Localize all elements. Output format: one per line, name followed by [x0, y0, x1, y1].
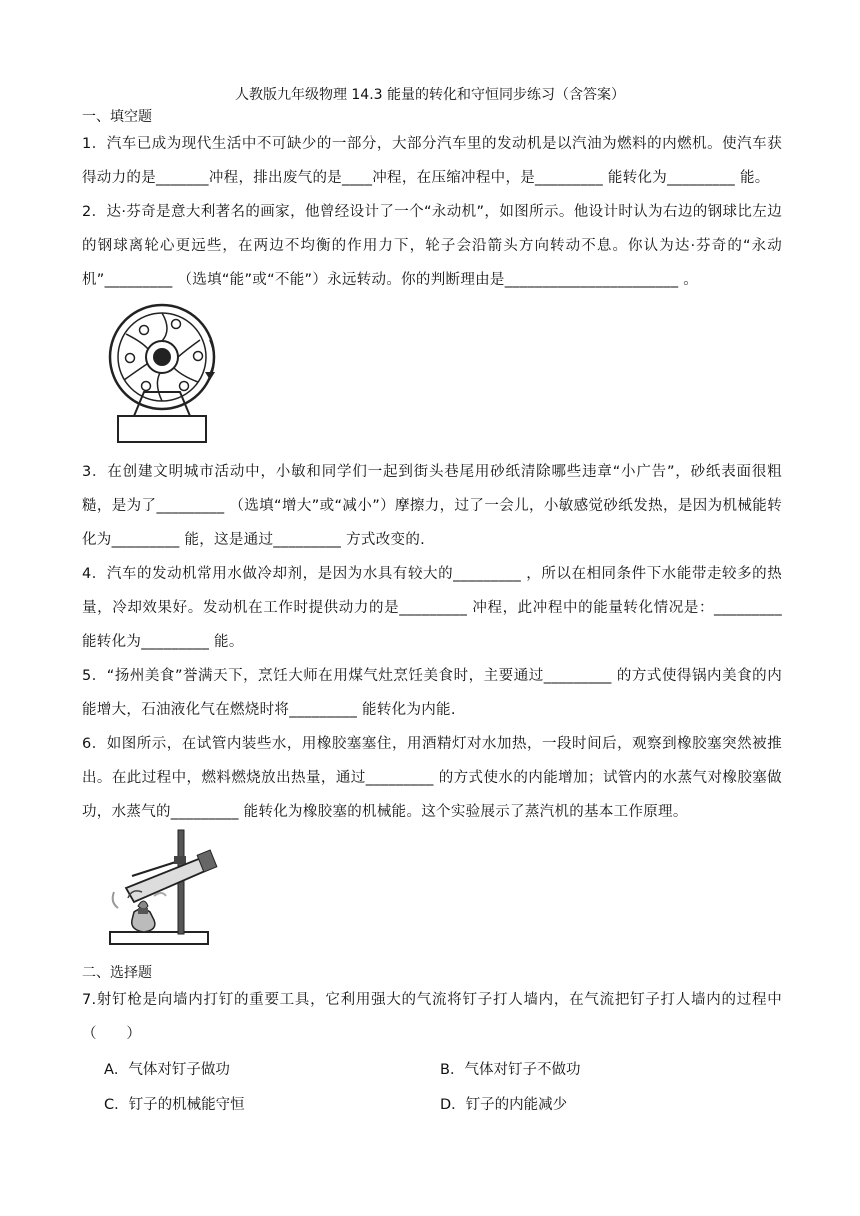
question-1: 1．汽车已成为现代生活中不可缺少的一部分，大部分汽车里的发动机是以汽油为燃料的内燃机。使汽车获得动力的是_______冲程，排出废气的是____冲程，在压缩冲程中，是_________ 能转化为_________ 能。 [82, 136, 782, 186]
question-7: 7.射钉枪是向墙内打钉的重要工具，它利用强大的气流将钉子打人墙内，在气流把钉子打人墙内的过程中（ ） [82, 992, 782, 1042]
choice-a[interactable]: A．气体对钉子做功 [104, 1062, 230, 1078]
question-6: 6．如图所示，在试管内装些水，用橡胶塞塞住，用酒精灯对水加热，一段时间后，观察到橡胶塞突然被推出。在此过程中，燃料燃烧放出热量，通过_________ 的方式使水的内能增加；试管内的水蒸气对橡胶塞做功，水蒸气的_________ 能转化为橡胶塞的机械能。这个实验展示了蒸汽机的基本工作原理。 [82, 736, 782, 820]
choice-b[interactable]: B．气体对钉子不做功 [440, 1062, 581, 1078]
test-tube-heating-figure [104, 826, 220, 954]
question-2: 2．达·芬奇是意大利著名的画家，他曾经设计了一个“永动机”，如图所示。他设计时认为右边的钢球比左边的钢球离轮心更远些，在两边不均衡的作用力下，轮子会沿箭头方向转动不息。你认为达·芬奇的“永动机”_________ （选填“能”或“不能”）永远转动。你的判断理由是_______________________ 。 [82, 204, 782, 288]
question-4: 4．汽车的发动机常用水做冷却剂，是因为水具有较大的_________ ，所以在相同条件下水能带走较多的热量，冷却效果好。发动机在工作时提供动力的是_________ 冲程，此冲程中的能量转化情况是：_________能转化为_________ 能。 [82, 566, 782, 650]
section-multiple-choice: 二、选择题 [82, 965, 152, 981]
perpetual-motion-wheel-figure [102, 300, 222, 444]
choice-c[interactable]: C．钉子的机械能守恒 [104, 1097, 245, 1113]
section-fill-in-blank: 一、填空题 [82, 109, 152, 125]
question-3: 3．在创建文明城市活动中，小敏和同学们一起到街头巷尾用砂纸清除哪些违章“小广告”，砂纸表面很粗糙，是为了_________ （选填“增大”或“减小”）摩擦力，过了一会儿，小敏感觉砂纸发热，是因为机械能转化为_________ 能，这是通过_________ 方式改变的. [82, 464, 782, 548]
choice-d[interactable]: D．钉子的内能减少 [440, 1097, 568, 1113]
question-5: 5．“扬州美食”誉满天下，烹饪大师在用煤气灶烹饪美食时，主要通过_________ 的方式使得锅内美食的内能增大，石油液化气在燃烧时将_________ 能转化为内能. [82, 668, 782, 718]
document-title: 人教版九年级物理 14.3 能量的转化和守恒同步练习（含答案） [234, 87, 626, 103]
